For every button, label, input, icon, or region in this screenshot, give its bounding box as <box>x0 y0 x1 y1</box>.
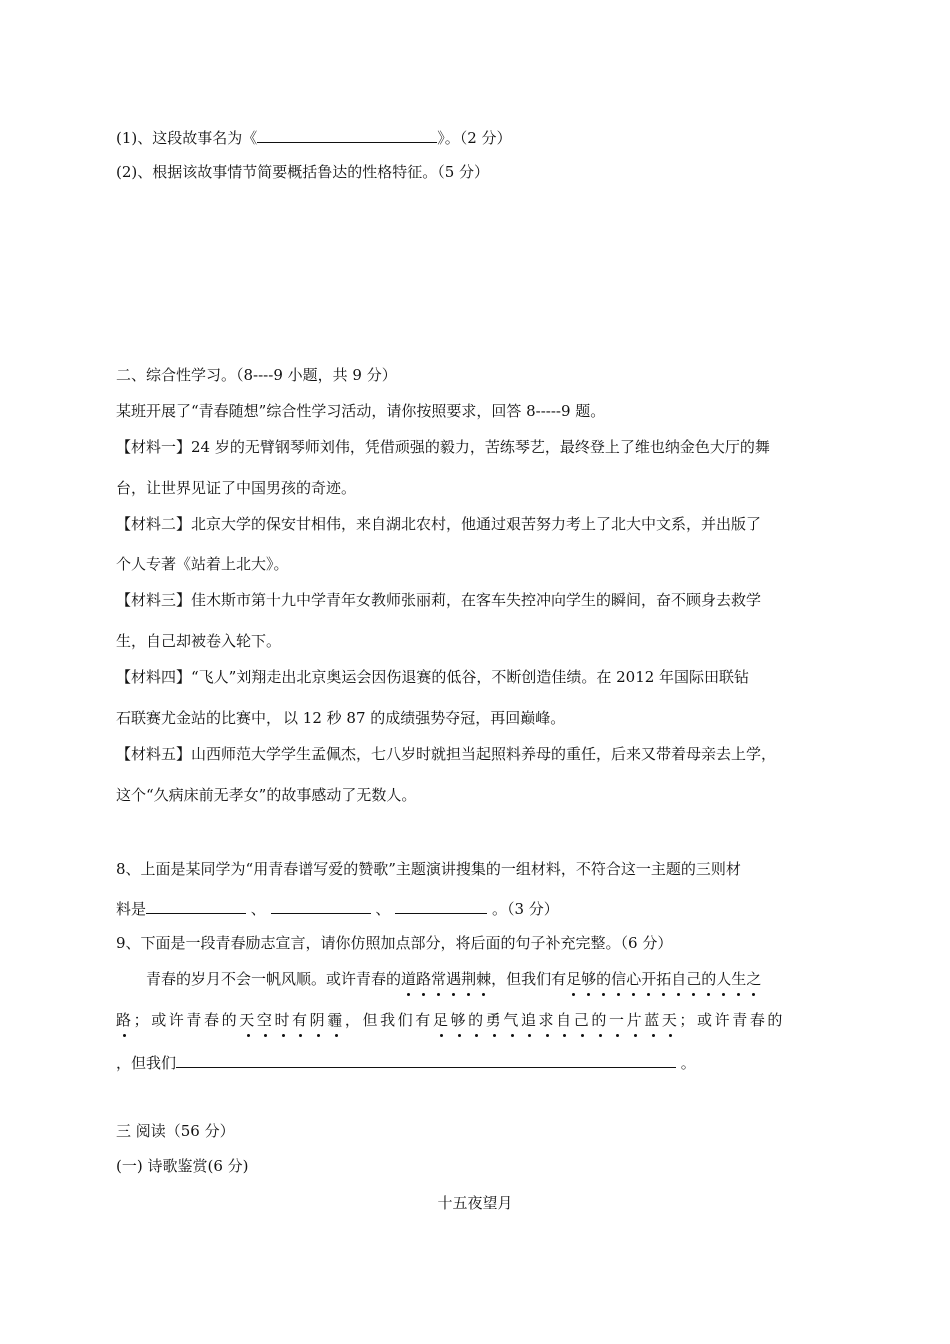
emphasis-char: 拓 <box>656 970 672 988</box>
emphasis-char: 道 <box>401 970 417 988</box>
emphasis-char: 一 <box>608 1011 627 1029</box>
question-9-line-3 <box>116 1052 696 1073</box>
question-8-sep-2: 、 <box>375 900 391 918</box>
material-4-line-2b: 以 12 秒 87 的成绩强势夺冠，再回巅峰。 <box>283 709 566 727</box>
emphasis-char: 蓝 <box>644 1011 662 1029</box>
q9-plain-1: 青春的岁月不会一帆风顺。或许青春的 <box>146 970 402 988</box>
emphasis-char: 人 <box>716 970 732 988</box>
q9-line-3-suffix: 。 <box>680 1054 696 1072</box>
answer-blank-material-3[interactable] <box>395 898 487 914</box>
emphasis-char: 自 <box>556 1011 574 1029</box>
answer-blank-material-1[interactable] <box>146 898 246 914</box>
q9-line-3-prefix: ，但我们 <box>116 1054 177 1072</box>
emphasis-char: 有 <box>292 1011 310 1029</box>
emphasis-char: 的 <box>596 970 612 988</box>
emphasis-char: 的 <box>701 970 717 988</box>
question-1-text-b: 》。（2 分） <box>437 129 512 147</box>
emphasis-char: 信 <box>611 970 627 988</box>
emphasis-char: 足 <box>566 970 582 988</box>
answer-blank-story-name[interactable] <box>257 127 437 143</box>
emphasis-char: 棘 <box>476 970 492 988</box>
emphasis-char: 勇 <box>485 1011 504 1029</box>
q9-dotted-1 <box>401 970 491 988</box>
emphasis-char: 常 <box>431 970 447 988</box>
answer-blank-material-2[interactable] <box>271 898 371 914</box>
material-1-line-1: 【材料一】24 岁的无臂钢琴师刘伟，凭借顽强的毅力，苦练琴艺，最终登上了维也纳金色大厅的舞 <box>116 438 770 456</box>
emphasis-char: 荆 <box>461 970 477 988</box>
emphasis-char: 足 <box>432 1011 451 1029</box>
material-2-line-1: 【材料二】北京大学的保安甘相伟，来自湖北农村，他通过艰苦努力考上了北大中文系，并出版了 <box>116 515 762 533</box>
question-9-heading: 9、下面是一段青春励志宣言，请你仿照加点部分，将后面的句子补充完整。（6 分） <box>116 934 673 952</box>
q9-dotted-5 <box>433 1011 680 1029</box>
emphasis-char: 自 <box>671 970 687 988</box>
question-1 <box>116 127 512 148</box>
emphasis-char: 够 <box>581 970 597 988</box>
q9-dotted-4 <box>239 1011 345 1029</box>
emphasis-char: 时 <box>274 1011 293 1029</box>
emphasis-char: 心 <box>626 970 642 988</box>
question-8-sep-1: 、 <box>250 900 266 918</box>
section-2-intro: 某班开展了“青春随想”综合性学习活动，请你按照要求，回答 8-----9 题。 <box>116 402 606 420</box>
q9-plain-2: ，但我们有 <box>491 970 567 988</box>
q9-plain-5: ；或许青春的 <box>679 1011 786 1029</box>
material-1-line-2: 台，让世界见证了中国男孩的奇迹。 <box>116 479 357 497</box>
material-3-line-2: 生，自己却被卷入轮下。 <box>116 632 282 650</box>
material-2-line-2: 个人专著《站着上北大》。 <box>116 555 289 573</box>
emphasis-char: 的 <box>468 1011 486 1029</box>
question-8-suffix: 。（3 分） <box>491 900 559 918</box>
question-8-line-2 <box>116 898 559 919</box>
emphasis-char: 己 <box>573 1011 592 1029</box>
material-5-line-1: 【材料五】山西师范大学学生孟佩杰，七八岁时就担当起照料养母的重任，后来又带着母亲去上学， <box>116 745 777 763</box>
emphasis-char: 的 <box>591 1011 609 1029</box>
question-8-prefix: 料是 <box>116 900 147 918</box>
question-9-line-2 <box>116 1010 785 1030</box>
q9-dotted-2 <box>566 970 761 988</box>
poem-title: 十五夜望月 <box>437 1194 513 1212</box>
emphasis-char: 路 <box>416 970 432 988</box>
section-2-heading: 二、综合性学习。（8----9 小题，共 9 分） <box>116 366 397 384</box>
material-4-line-2 <box>116 708 565 728</box>
emphasis-char: 路 <box>116 1011 134 1029</box>
q9-plain-3: ；或许青春的 <box>133 1011 240 1029</box>
material-4-line-1: 【材料四】“飞人”刘翔走出北京奥运会因伤退赛的低谷，不断创造佳绩。在 2012 年国际田联钻 <box>116 668 750 686</box>
emphasis-char: 遇 <box>446 970 462 988</box>
emphasis-char: 空 <box>256 1011 275 1029</box>
emphasis-char: 够 <box>450 1011 469 1029</box>
emphasis-char: 天 <box>661 1011 680 1029</box>
section-3-sub-1: (一) 诗歌鉴赏(6 分) <box>116 1157 249 1175</box>
answer-blank-sentence[interactable] <box>176 1052 676 1068</box>
section-3-heading: 三 阅读（56 分） <box>116 1122 235 1140</box>
material-4-line-2a: 石联赛尤金站的比赛中， <box>116 709 282 727</box>
material-3-line-1: 【材料三】佳木斯市第十九中学青年女教师张丽莉，在客车失控冲向学生的瞬间，奋不顾身去救学 <box>116 591 762 609</box>
q9-dotted-3 <box>116 1011 134 1029</box>
material-5-line-2: 这个“久病床前无孝女”的故事感动了无数人。 <box>116 786 417 804</box>
q9-plain-4: ，但我们有 <box>344 1011 433 1029</box>
emphasis-char: 己 <box>686 970 702 988</box>
emphasis-char: 生 <box>731 970 747 988</box>
question-9-line-1 <box>146 969 761 989</box>
emphasis-char: 之 <box>746 970 762 988</box>
question-8-line-1: 8、上面是某同学为“用青春谱写爱的赞歌”主题演讲搜集的一组材料，不符合这一主题的三则材 <box>116 860 741 878</box>
emphasis-char: 片 <box>626 1011 645 1029</box>
emphasis-char: 阴 <box>309 1011 328 1029</box>
emphasis-char: 求 <box>538 1011 557 1029</box>
emphasis-char: 追 <box>520 1011 539 1029</box>
question-2: (2)、根据该故事情节简要概括鲁达的性格特征。（5 分） <box>116 163 490 181</box>
emphasis-char: 气 <box>503 1011 521 1029</box>
emphasis-char: 天 <box>239 1011 257 1029</box>
emphasis-char: 霾 <box>327 1011 345 1029</box>
emphasis-char: 开 <box>641 970 657 988</box>
question-1-text-a: (1)、这段故事名为《 <box>116 129 258 147</box>
